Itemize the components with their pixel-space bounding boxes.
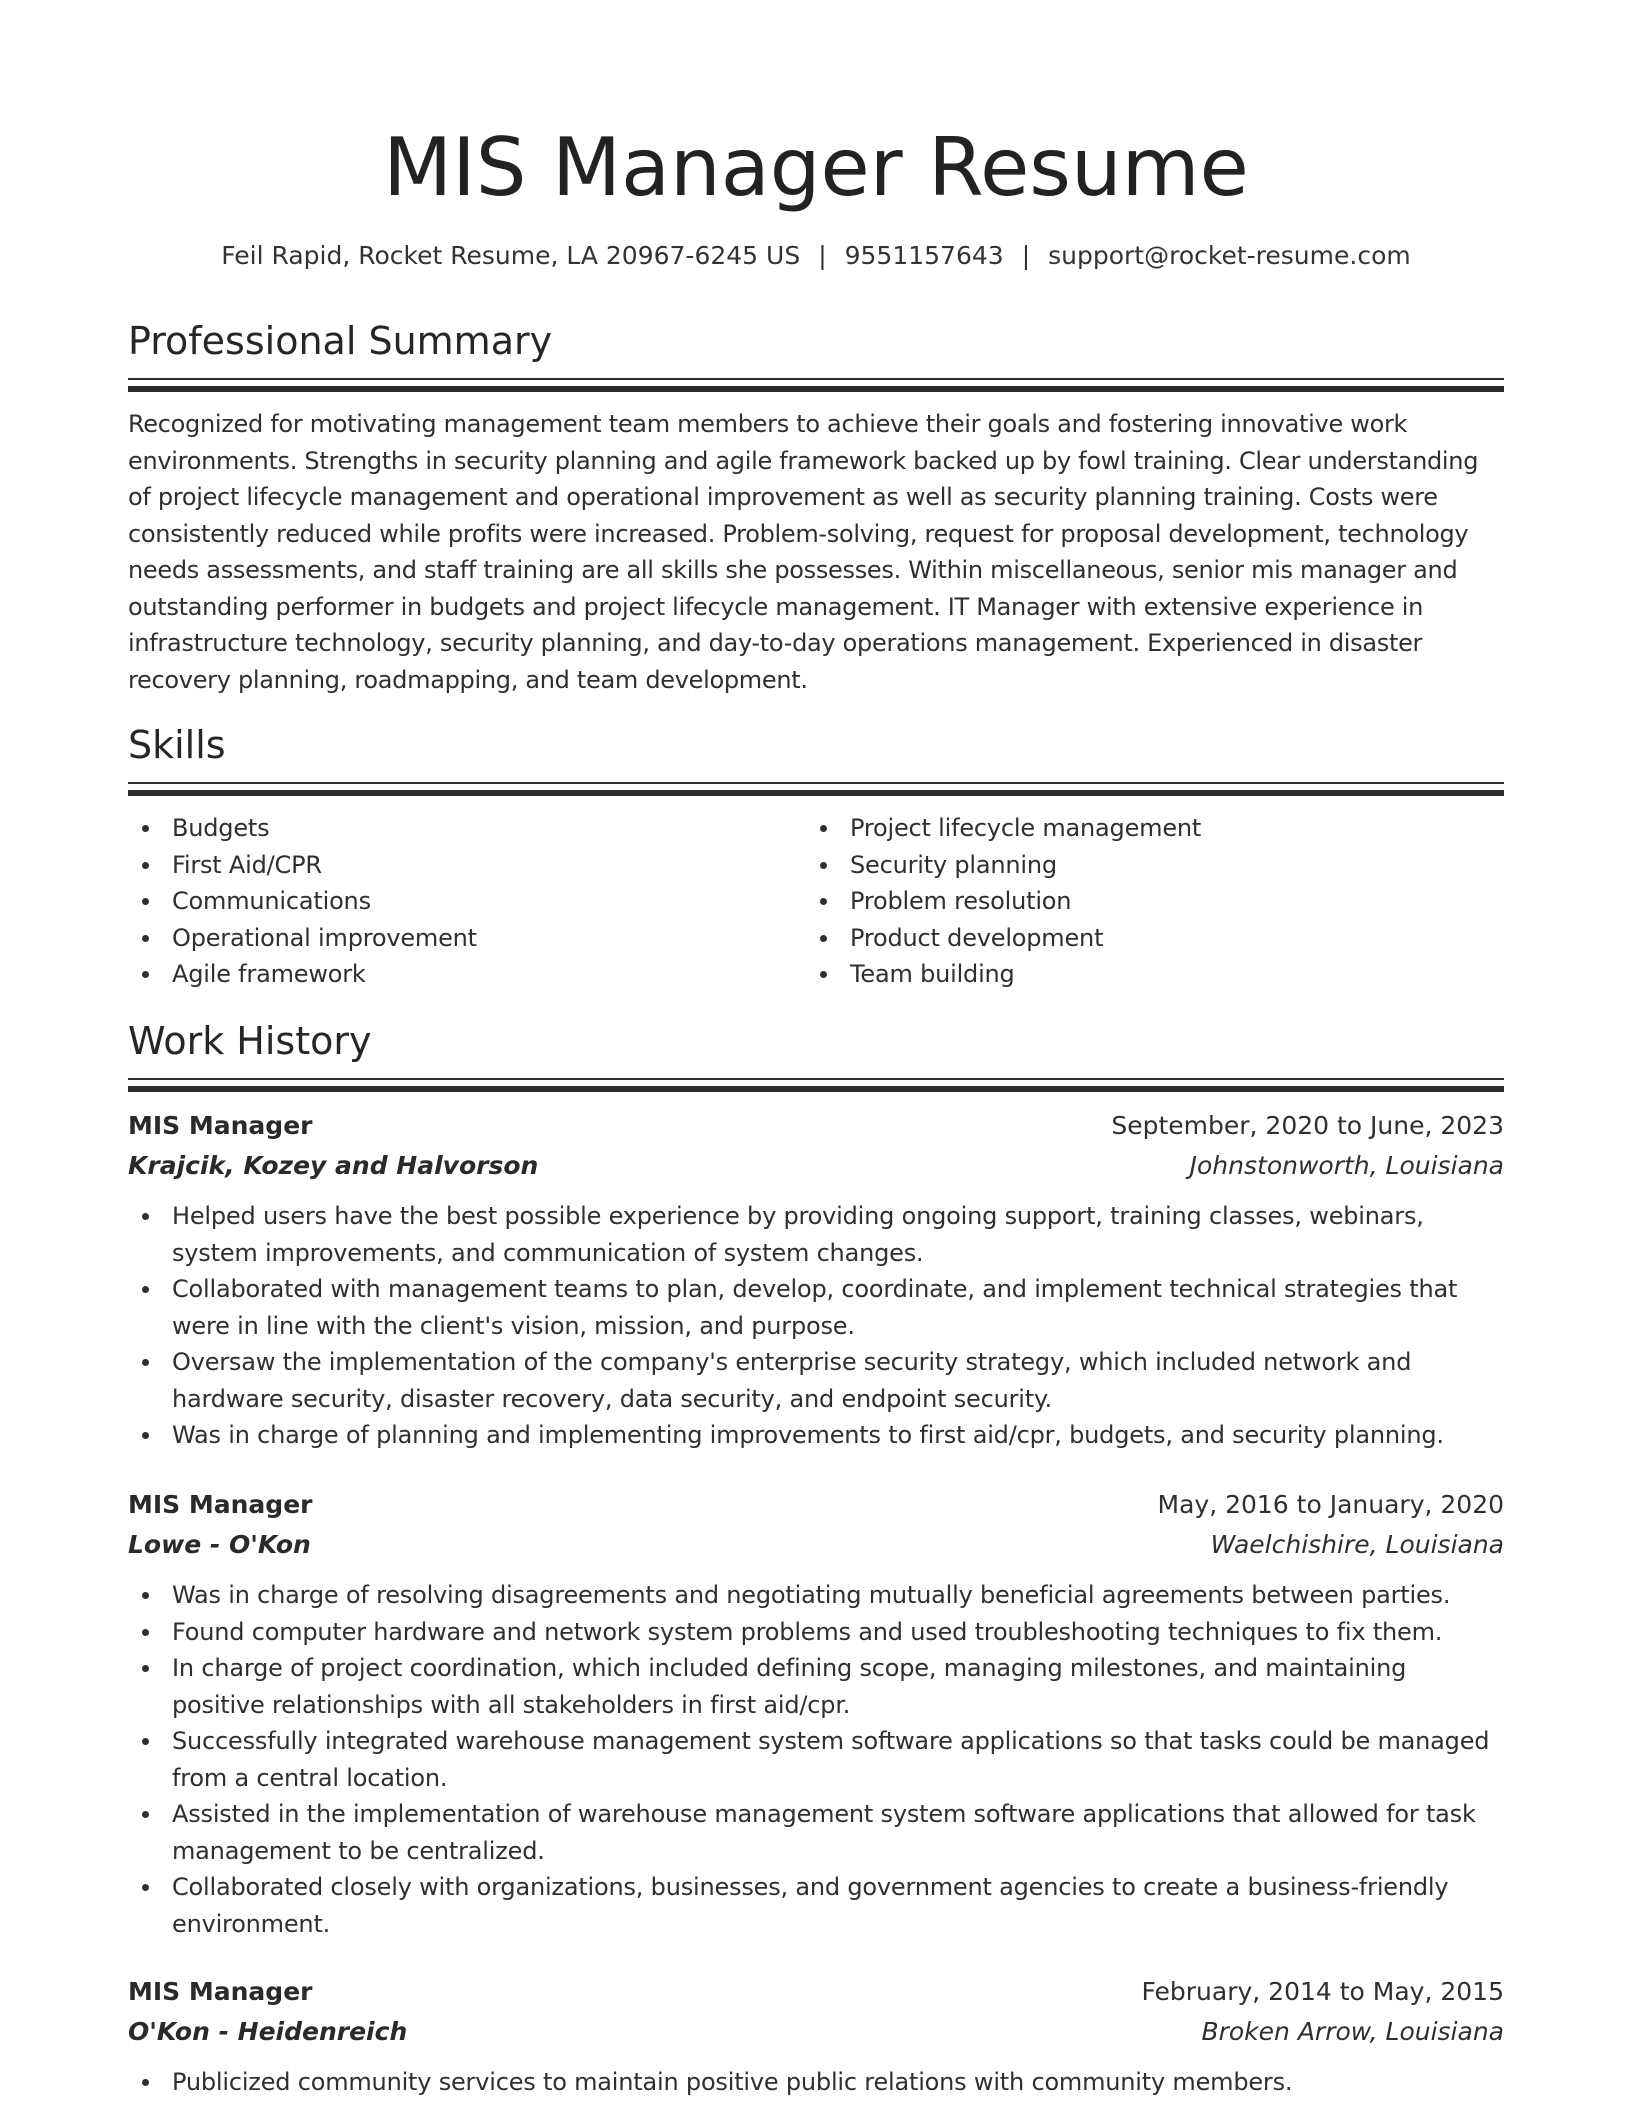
job-bullet-list (128, 1198, 1504, 1454)
contact-line (128, 238, 1504, 274)
skill-item: Product development (806, 920, 1486, 957)
resume-title: MIS Manager Resume (383, 121, 1249, 214)
summary-text: Recognized for motivating management team members to achieve their goals and fostering innovative work environments. Strengths in security planning and agile framework backed up by fowl training. Clear understanding of project lifecycle management and operational improvement as well as security planning training. Costs were consistently reduced while profits were increased. Problem-solving, request for proposal development, technology needs assessments, and staff training are all skills she possesses. Within miscellaneous, senior mis manager and outstanding performer in budgets and project lifecycle management. IT Manager with extensive experience in infrastructure technology, security planning, and day-to-day operations management. Experienced in disaster recovery planning, roadmapping, and team development. (128, 410, 1479, 694)
job-company: Krajcik, Kozey and Halvorson (128, 1151, 539, 1180)
job-bullet-list (128, 2064, 1504, 2101)
job-bullet: In charge of project coordination, which included defining scope, managing milestones, and maintaining positive relationships with all stakeholders in first aid/cpr. (128, 1650, 1504, 1723)
section-divider (128, 378, 1504, 393)
job-company: Lowe - O'Kon (128, 1530, 311, 1559)
job-bullet: Collaborated with management teams to plan, develop, coordinate, and implement technical strategies that were in line with the client's vision, mission, and purpose. (128, 1271, 1504, 1344)
job-entry (128, 1972, 1504, 2101)
section-divider (128, 782, 1504, 797)
contact-email[interactable]: support@rocket-resume.com (1048, 241, 1411, 270)
contact-separator: | (818, 241, 827, 270)
job-location: Waelchishire, Louisiana (1210, 1530, 1504, 1559)
job-location: Broken Arrow, Louisiana (1201, 2017, 1504, 2046)
skill-item: Project lifecycle management (806, 810, 1486, 847)
skill-item: First Aid/CPR (128, 847, 808, 884)
job-company: O'Kon - Heidenreich (128, 2017, 408, 2046)
job-location: Johnstonworth, Louisiana (1189, 1151, 1504, 1180)
job-header-row (128, 1485, 1504, 1525)
job-bullet: Publicized community services to maintain positive public relations with community members. (128, 2064, 1504, 2101)
job-bullet: Was in charge of resolving disagreements and negotiating mutually beneficial agreements between parties. (128, 1577, 1504, 1614)
job-header-row (128, 1106, 1504, 1146)
job-company-row (128, 1146, 1504, 1186)
job-bullet: Assisted in the implementation of warehouse management system software applications that allowed for task management to be centralized. (128, 1796, 1504, 1869)
job-dates: February, 2014 to May, 2015 (1141, 1977, 1504, 2006)
job-company-row (128, 1525, 1504, 1565)
job-title: MIS Manager (128, 1977, 313, 2006)
contact-phone: 9551157643 (844, 241, 1004, 270)
job-bullet: Was in charge of planning and implementing improvements to first aid/cpr, budgets, and security planning. (128, 1417, 1504, 1454)
job-title: MIS Manager (128, 1490, 313, 1519)
job-company-row (128, 2012, 1504, 2052)
work-history-heading: Work History (128, 1019, 372, 1063)
job-header-row (128, 1972, 1504, 2012)
skill-item: Team building (806, 956, 1486, 993)
contact-separator: | (1021, 241, 1031, 270)
job-dates: May, 2016 to January, 2020 (1157, 1490, 1504, 1519)
skill-item: Operational improvement (128, 920, 808, 957)
skill-item: Budgets (128, 810, 808, 847)
job-bullet: Oversaw the implementation of the company's enterprise security strategy, which included network and hardware security, disaster recovery, data security, and endpoint security. (128, 1344, 1504, 1417)
job-bullet: Found computer hardware and network system problems and used troubleshooting techniques to fix them. (128, 1614, 1504, 1651)
job-entry (128, 1485, 1504, 1942)
skills-list-left (128, 810, 808, 993)
job-bullet: Successfully integrated warehouse management system software applications so that tasks could be managed from a central location. (128, 1723, 1504, 1796)
skill-item: Security planning (806, 847, 1486, 884)
job-title: MIS Manager (128, 1111, 313, 1140)
section-divider (128, 1078, 1504, 1093)
skill-item: Communications (128, 883, 808, 920)
skill-item: Problem resolution (806, 883, 1486, 920)
skills-list-right (806, 810, 1486, 993)
summary-heading: Professional Summary (128, 319, 553, 363)
contact-address: Feil Rapid, Rocket Resume, LA 20967-6245 US (221, 241, 801, 270)
job-bullet: Collaborated closely with organizations, businesses, and government agencies to create a business-friendly environment. (128, 1869, 1504, 1942)
skill-item: Agile framework (128, 956, 808, 993)
job-bullet: Helped users have the best possible experience by providing ongoing support, training classes, webinars, system improvements, and communication of system changes. (128, 1198, 1504, 1271)
job-bullet-list (128, 1577, 1504, 1942)
skills-heading: Skills (128, 723, 226, 767)
job-entry (128, 1106, 1504, 1454)
job-dates: September, 2020 to June, 2023 (1111, 1111, 1504, 1140)
